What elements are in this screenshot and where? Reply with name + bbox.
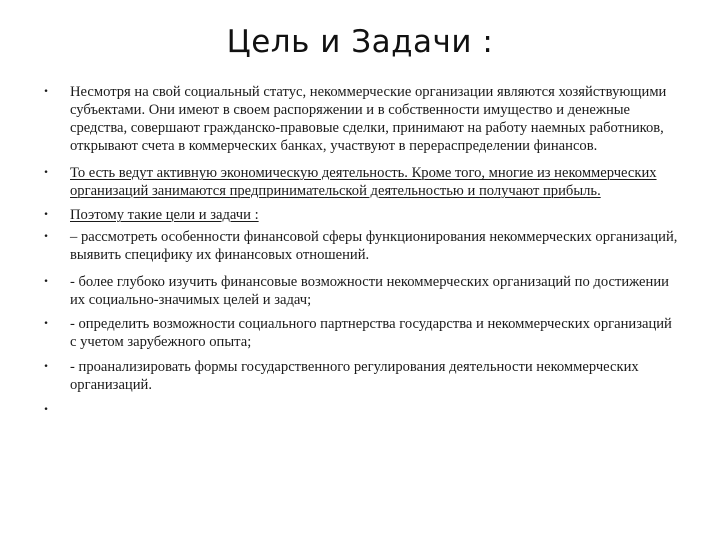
bullet-item-2 [40,164,680,200]
bullet-list [40,83,680,419]
bullet-text: То есть ведут активную экономическую деятельность. Кроме того, многие из некоммерческих организаций занимаются предпринимательской деятельностью и получают прибыль. [70,165,657,199]
bullet-dot-icon: • [43,87,49,97]
bullet-dot-icon: • [43,405,49,415]
bullet-dot-icon: • [43,319,49,329]
bullet-item-6 [40,315,680,351]
bullet-text: – рассмотреть особенности финансовой сферы функционирования некоммерческих организаций, выявить специфику их финансовых отношений. [70,229,678,263]
slide-title: Цель и Задачи : [226,24,494,60]
bullet-text [70,401,680,419]
bullet-dot-icon: • [43,362,49,372]
bullet-item-3 [40,206,680,224]
bullet-text: - более глубоко изучить финансовые возможности некоммерческих организаций по достижении их социально-значимых целей и задач; [70,274,669,308]
bullet-dot-icon: • [43,277,49,287]
bullet-text: - проанализировать формы государственного регулирования деятельности некоммерческих организаций. [70,359,639,393]
bullet-dot-icon: • [43,232,49,242]
bullet-item-7 [40,358,680,394]
bullet-item-4 [40,228,680,264]
bullet-item-8 [40,401,680,419]
bullet-item-1 [40,83,680,155]
bullet-dot-icon: • [43,168,49,178]
bullet-text: Несмотря на свой социальный статус, некоммерческие организации являются хозяйствующими субъектами. Они имеют в своем распоряжении и в собственности имущество и денежные средства, совершают гражданско-правовые сделки, принимают на работу наемных работников, открывают счета в коммерческих банках, участвуют в перераспределении финансов. [70,84,667,154]
bullet-item-5 [40,273,680,309]
bullet-text: - определить возможности социального партнерства государства и некоммерческих организаций с учетом зарубежного опыта; [70,316,672,350]
bullet-dot-icon: • [43,210,49,220]
bullet-text: Поэтому такие цели и задачи : [70,207,259,223]
